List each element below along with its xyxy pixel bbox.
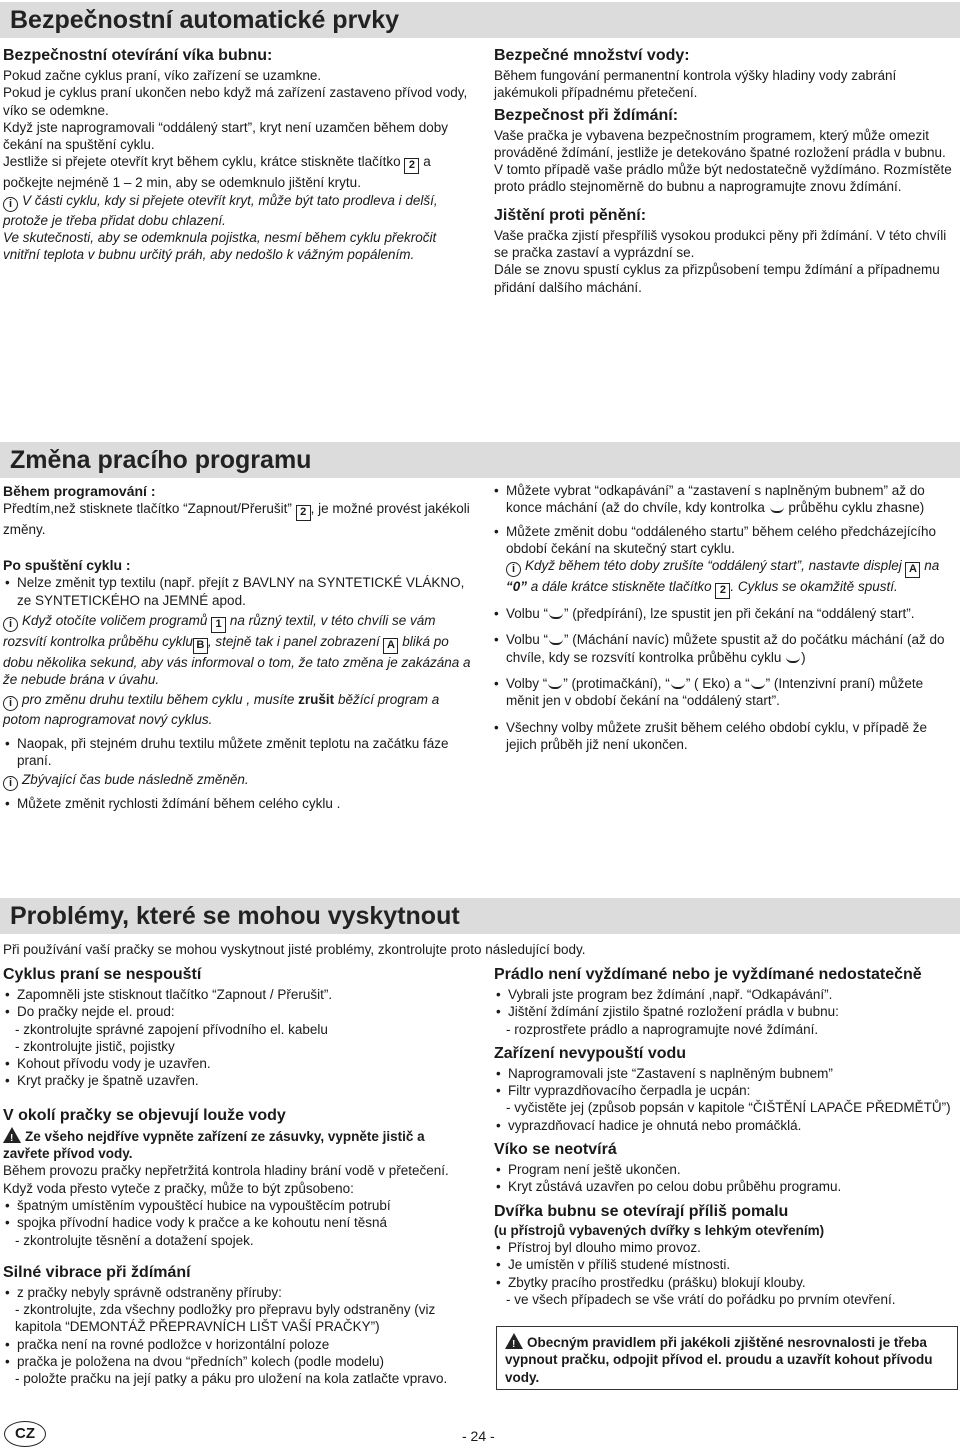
bullet-list	[3, 1197, 473, 1232]
paragraph: Pokud začne cyklus praní, víko zařízení se uzamkne.	[3, 68, 322, 83]
bullet-list	[3, 795, 473, 812]
heading-no-drain: Zařízení nevypouští vodu	[494, 1044, 687, 1062]
section-title: Problémy, které se mohou vyskytnout	[10, 902, 460, 930]
anti-crease-icon	[548, 677, 562, 689]
list-item: • Je umístěn v příliš studené místnosti.	[494, 1256, 958, 1273]
list-item: • Můžete vybrat “odkapávání” a “zastavení s naplněným bubnem” až do konce máchání (až do chvíle, kdy kontrolka průběhu cyklu zhasne)	[492, 482, 958, 517]
bullet-list	[3, 1055, 473, 1090]
cycle-indicator-icon	[770, 501, 784, 513]
list-item: • Můžete změnit dobu “oddáleného startu” během celého předcházejícího období čekání na skutečný start cyklu.	[492, 523, 958, 558]
list-item: • Všechny volby můžete zrušit během celého období cyklu, v případě že jejich průběh již není ukončen.	[492, 719, 958, 754]
paragraph: V tomto případě vaše prádlo může být nedostatečně vyždímáno. Rozmístěte proto prádlo stejnoměrně do bubnu a naprogramujte znovu ždímání.	[494, 162, 952, 195]
list-item: • Naopak, při stejném druhu textilu můžete změnit teplotu na začátku fáze praní.	[3, 735, 473, 770]
heading-vibrations: Silné vibrace při ždímání	[3, 1263, 191, 1281]
info-icon: i	[3, 197, 18, 212]
info-note: i V části cyklu, kdy si přejete otevřít kryt, může být tato prodleva i delší, protože je třeba přidat dobu chlazení.	[3, 192, 438, 228]
paragraph: Když jste naprogramovali “oddálený start”, kryt není uzamčen během doby čekání na spuštění cyklu.	[3, 119, 448, 153]
section1-right-column	[494, 42, 958, 296]
prewash-icon	[549, 607, 563, 619]
list-item: • Program není ještě ukončen.	[494, 1161, 958, 1178]
heading-lid-wont-open: Víko se neotvírá	[494, 1141, 617, 1159]
section3-left-column	[3, 961, 473, 1388]
dash-item: - zkontrolujte jistič, pojistky	[15, 1038, 175, 1054]
key-2-icon: 2	[296, 505, 311, 521]
paragraph: Pokud je cyklus praní ukončen nebo když má zařízení zastaveno přívod vody, víko se odemkne.	[3, 85, 468, 118]
warning-icon	[505, 1333, 523, 1349]
list-item: • Můžete změnit rychlosti ždímání během celého cyklu .	[3, 795, 473, 812]
list-item: • Do pračky nejde el. proud:	[3, 1003, 473, 1020]
section2-right-column	[492, 482, 958, 753]
list-item: • Kohout přívodu vody je uzavřen.	[3, 1055, 473, 1072]
list-item: • Volby “ ” (protimačkání), “ ” ( Eko) a “ ” (Intenzivní praní) můžete měnit jen v období čekání na “oddálený start”.	[492, 675, 958, 710]
general-rule-box: !Obecným pravidlem při jakékoli zjištěné nesrovnalosti je třeba vypnout pračku, odpojit přívod el. proudu a uzavřít kohout přívodu vody.	[496, 1326, 958, 1390]
info-note: Ve skutečnosti, aby se odemknula pojistka, nesmí během cyklu překročit vnitřní teplota v bubnu určitý práh, aby nedošlo k vážným popálením.	[3, 230, 437, 263]
bullet-list	[494, 1239, 958, 1291]
list-item: • pračka je položena na dvou “předních” kolech (podle modelu)	[3, 1353, 473, 1370]
intro-paragraph: Při používání vaší pračky se mohou vyskytnout jisté problémy, zkontrolujte proto následující body.	[3, 942, 586, 957]
bullet-list	[3, 574, 473, 609]
key-2-icon: 2	[715, 583, 730, 599]
info-note: i Když otočíte voličem programů 1 na různý textil, v této chvíli se vám rozsvítí kontrolka průběhu cyklu B , stejně tak i panel zobrazení A bliká po dobu několika sekund, aby vás informoval o tom, že tato změna je zakázána a že nebude brána v úvahu.	[3, 612, 471, 688]
paragraph: Během provozu pračky nepřetržitá kontrola hladiny brání vodě v přetečení. Když voda přesto vyteče z pračky, může to být způsobeno:	[3, 1163, 449, 1196]
section3-right-column	[494, 961, 958, 1308]
list-item: • Naprogramovali jste “Zastavení s naplněným bubnem”	[494, 1065, 958, 1082]
heading-no-start: Cyklus praní se nespouští	[3, 966, 202, 983]
bullet-list	[492, 482, 958, 557]
section2-left-column	[3, 482, 473, 813]
dash-item: - položte pračku na její patky a páku pro uložení na kola zatlačte vpravo.	[15, 1371, 448, 1387]
list-item: • Vybrali jste program bez ždímání ,např. “Odkapávání”.	[494, 986, 958, 1003]
paragraph: Vaše pračka zjistí přespříliš vysokou produkci pěny při ždímání. V této chvíli se pračka zastaví a vyprázdní se.	[494, 227, 947, 261]
dash-item: - zkontrolujte, zda všechny podložky pro přepravu byly odstraněny (viz kapitola “DEMONTÁŽ PŘEPRAVNÍCH LIŠT VAŠÍ PRAČKY”)	[15, 1302, 436, 1335]
section-header	[0, 898, 960, 934]
list-item: • vyprazdňovací hadice je ohnutá nebo promáčklá.	[494, 1117, 958, 1134]
heading-programming: Během programování :	[3, 483, 156, 499]
paragraph: Vaše pračka je vybavena bezpečnostním programem, který může omezit prováděné ždímání, jestliže je detekováno špatné rozložení prádla v bubnu.	[494, 127, 946, 160]
paragraph: Předtím,než stisknete tlačítko “Zapnout/Přerušit” 2 , je možné provést jakékoli změny.	[3, 501, 470, 537]
list-item: • spojka přívodní hadice vody k pračce a ke kohoutu není těsná	[3, 1214, 473, 1231]
list-item: • Kryt zůstává uzavřen po celou dobu průběhu programu.	[494, 1178, 958, 1195]
list-item: • Nelze změnit typ textilu (např. přejít z BAVLNY na SYNTETICKÉ VLÁKNO, ze SYNTETICKÉHO na JEMNÉ apod.	[3, 574, 473, 609]
dash-item: - rozprostřete prádlo a naprogramujte nové ždímání.	[506, 1021, 819, 1037]
bullet-list	[494, 1065, 958, 1100]
list-item: • Volbu “ ” (předpírání), lze spustit jen při čekání na “oddálený start”.	[492, 605, 958, 622]
paragraph: Dále se znovu spustí cyklus za přizpůsobení tempu ždímání a případnemu přidání dalšího máchání.	[494, 262, 940, 295]
dash-item: - vyčistěte jej (způsob popsán v kapitole “ČIŠTĚNÍ LAPAČE PŘEDMĚTŮ”)	[506, 1100, 951, 1116]
bullet-list	[3, 1284, 473, 1301]
page-number: - 24 -	[462, 1428, 495, 1444]
heading-lid: Bezpečnostní otevírání víka bubnu:	[3, 47, 273, 64]
heading-slow-doors: Dvířka bubnu se otevírají příliš pomalu	[494, 1202, 789, 1220]
key-a-icon: A	[383, 638, 398, 654]
heading-not-spun: Prádlo není vyždímané nebo je vyždímané nedostatečně	[494, 966, 922, 983]
bullet-list	[3, 1336, 473, 1371]
list-item: • Volbu “ ” (Máchání navíc) můžete spustit až do počátku máchání (až do chvíle, kdy se rozsvítí kontrolka průběhu cyklu )	[492, 631, 958, 666]
list-item: • špatným umístěním vypouštěcí hubice na vypouštěcím potrubí	[3, 1197, 473, 1214]
key-1-icon: 1	[211, 617, 226, 633]
eco-icon	[671, 677, 685, 689]
bullet-list	[3, 735, 473, 770]
list-item: • Zbytky pracího prostředku (prášku) blokují klouby.	[494, 1274, 958, 1291]
section-header	[0, 442, 960, 478]
info-icon: i	[506, 562, 521, 577]
warning-note: !Ze všeho nejdříve vypněte zařízení ze zásuvky, vypněte jistič a zavřete přívod vody.	[3, 1127, 473, 1163]
list-item: • z pračky nebyly správně odstraněny příruby:	[3, 1284, 473, 1301]
warning-icon	[3, 1127, 21, 1143]
heading-water: Bezpečné množství vody:	[494, 47, 690, 64]
bullet-list	[492, 605, 958, 753]
list-item: • Přístroj byl dlouho mimo provoz.	[494, 1239, 958, 1256]
info-icon: i	[3, 696, 18, 711]
extra-rinse-icon	[549, 633, 563, 645]
dash-item: - zkontrolujte správné zapojení přívodního el. kabelu	[15, 1021, 328, 1037]
heading-foam: Jištění proti pěnění:	[494, 206, 647, 224]
list-item: • Zapomněli jste stisknout tlačítko “Zapnout / Přerušit”.	[3, 986, 473, 1003]
info-note: i Když během této doby zrušíte “oddálený start”, nastavte displej A na “0” a dále krátce stiskněte tlačítko 2 . Cyklus se okamžitě spustí.	[492, 557, 958, 599]
info-icon: i	[3, 617, 18, 632]
list-item: • Jištění ždímání zjistilo špatné rozložení prádla v bubnu:	[494, 1003, 958, 1020]
paragraph: Jestliže si přejete otevřít kryt během cyklu, krátce stiskněte tlačítko 2 a počkejte nejméně 1 – 2 min, aby se odemknulo jištění krytu.	[3, 154, 431, 191]
rinse-indicator-icon	[786, 651, 800, 663]
bullet-list	[3, 986, 473, 1021]
key-a-icon: A	[905, 562, 920, 578]
bullet-list	[494, 1117, 958, 1134]
dash-item: - ve všech případech se vše vrátí do pořádku po prvním otevření.	[506, 1291, 896, 1307]
heading-spin: Bezpečnost při ždímání:	[494, 106, 679, 124]
section-title: Bezpečnostní automatické prvky	[10, 6, 400, 34]
section1-left-column	[3, 42, 475, 264]
section-title: Změna pracího programu	[10, 446, 312, 474]
intensive-wash-icon	[751, 677, 765, 689]
list-item: • Kryt pračky je špatně uzavřen.	[3, 1072, 473, 1089]
heading-after-start: Po spuštění cyklu :	[3, 557, 131, 574]
section-header	[0, 2, 960, 38]
heading-water-puddles: V okolí pračky se objevují louže vody	[3, 1106, 286, 1124]
list-item: • pračka není na rovné podložce v horizontální poloze	[3, 1336, 473, 1353]
language-badge: CZ	[4, 1421, 46, 1447]
info-note: i pro změnu druhu textilu během cyklu , musíte zrušit běžící program a potom naprogramovat nový cyklus.	[3, 692, 440, 728]
bullet-list	[494, 1161, 958, 1196]
key-2-icon: 2	[404, 158, 419, 174]
dash-item: - zkontrolujte těsnění a dotažení spojek.	[15, 1232, 254, 1248]
info-note: i Zbývající čas bude následně změněn.	[3, 771, 473, 791]
bullet-list	[494, 986, 958, 1021]
info-icon: i	[3, 776, 18, 791]
subheading: (u přístrojů vybavených dvířky s lehkým otevřením)	[494, 1222, 825, 1238]
list-item: • Filtr vyprazdňovacího čerpadla je ucpán:	[494, 1082, 958, 1099]
paragraph: Během fungování permanentní kontrola výšky hladiny vody zabrání jakémukoli případnému přetečení.	[494, 68, 897, 101]
key-b-icon: B	[193, 638, 208, 654]
